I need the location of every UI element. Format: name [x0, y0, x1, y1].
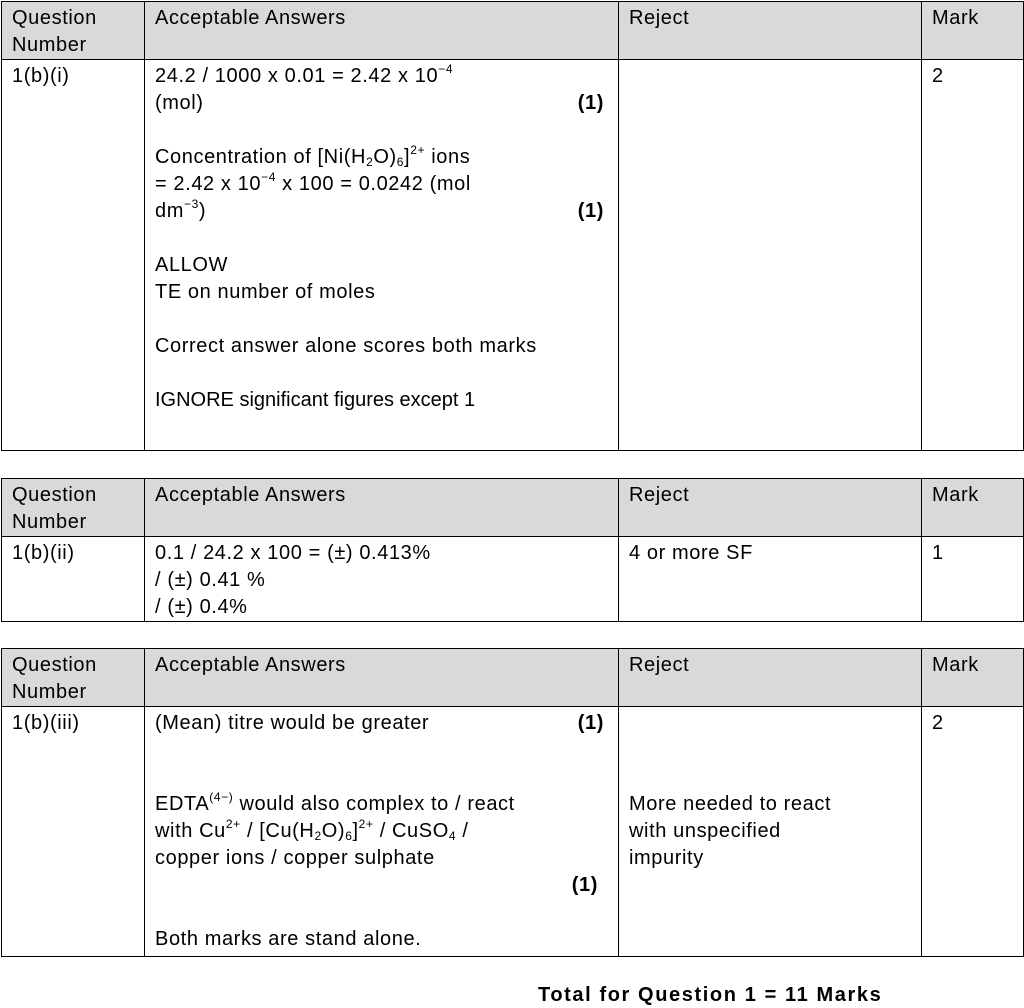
mark-value: 1 [922, 537, 1024, 622]
acceptable-answers-cell [145, 60, 619, 451]
question-number: 1(b)(i) [2, 60, 145, 451]
header-mark: Mark [922, 479, 1024, 537]
answer-line: (Mean) titre would be greater (1) [155, 710, 618, 737]
reject-cell [619, 707, 922, 957]
answer-row [2, 707, 1024, 957]
answer-line: / (±) 0.4% [155, 596, 248, 618]
mark-scheme-table-1b-i [1, 1, 1024, 451]
answer-line: / (±) 0.41 % [155, 569, 266, 591]
answer-line [155, 872, 618, 899]
reject-text: More needed to react with unspecified impurity [629, 793, 832, 869]
acceptable-answers-cell [145, 537, 619, 622]
answer-line: $EDTA^{(4-)}$ would also complex to / react [155, 790, 515, 815]
answer-line: (mol) (1) [155, 90, 618, 117]
mark-scheme-table-1b-iii [1, 648, 1024, 957]
header-mark: Mark [922, 2, 1024, 60]
header-row [2, 479, 1024, 537]
allow-label: ALLOW [155, 254, 229, 276]
header-row [2, 2, 1024, 60]
header-reject: Reject [619, 649, 922, 707]
reject-cell [619, 60, 922, 451]
header-acceptable-answers: Acceptable Answers [145, 2, 619, 60]
answer-line: 24.2 / 1000 x 0.01 = 2.42 x $10^{-4}$ [155, 62, 454, 87]
mark-award: (1) [577, 200, 604, 222]
mark-award: (1) [577, 712, 604, 734]
mark-value: 2 [922, 60, 1024, 451]
header-row [2, 649, 1024, 707]
answer-note: TE on number of moles [155, 281, 376, 303]
answer-note: Correct answer alone scores both marks [155, 335, 537, 357]
header-reject: Reject [619, 479, 922, 537]
answer-line: 0.1 / 24.2 x 100 = (±) 0.413% [155, 542, 431, 564]
answer-line: = 2.42 x $10^{-4}$ x 100 = 0.0242 (mol [155, 170, 471, 195]
answer-row [2, 60, 1024, 451]
question-number: 1(b)(ii) [2, 537, 145, 622]
answer-note: Both marks are stand alone. [155, 928, 422, 950]
answer-note: IGNORE significant figures except 1 [155, 389, 476, 411]
reject-cell: 4 or more SF [619, 537, 922, 622]
question-number: 1(b)(iii) [2, 707, 145, 957]
header-acceptable-answers: Acceptable Answers [145, 479, 619, 537]
acceptable-answers-cell [145, 707, 619, 957]
answer-line: $dm^{-3}$) (1) [155, 198, 618, 225]
answer-line: copper ions / copper sulphate [155, 847, 435, 869]
answer-line: with $Cu^{2+} / [Cu(H_2O)_6]^{2+}$ / CuSO$_4$ / [155, 817, 469, 843]
header-question-number: Question Number [2, 649, 145, 707]
header-mark: Mark [922, 649, 1024, 707]
header-reject: Reject [619, 2, 922, 60]
mark-award: (1) [571, 874, 598, 896]
mark-scheme-table-1b-ii [1, 478, 1024, 622]
mark-award: (1) [577, 92, 604, 114]
header-question-number: Question Number [2, 479, 145, 537]
question-total: Total for Question 1 = 11 Marks [538, 984, 883, 1006]
header-acceptable-answers: Acceptable Answers [145, 649, 619, 707]
mark-value: 2 [922, 707, 1024, 957]
answer-line: Concentration of $[Ni(H_2O)_6]^{2+}$ ions [155, 143, 471, 169]
header-question-number: Question Number [2, 2, 145, 60]
answer-row [2, 537, 1024, 622]
